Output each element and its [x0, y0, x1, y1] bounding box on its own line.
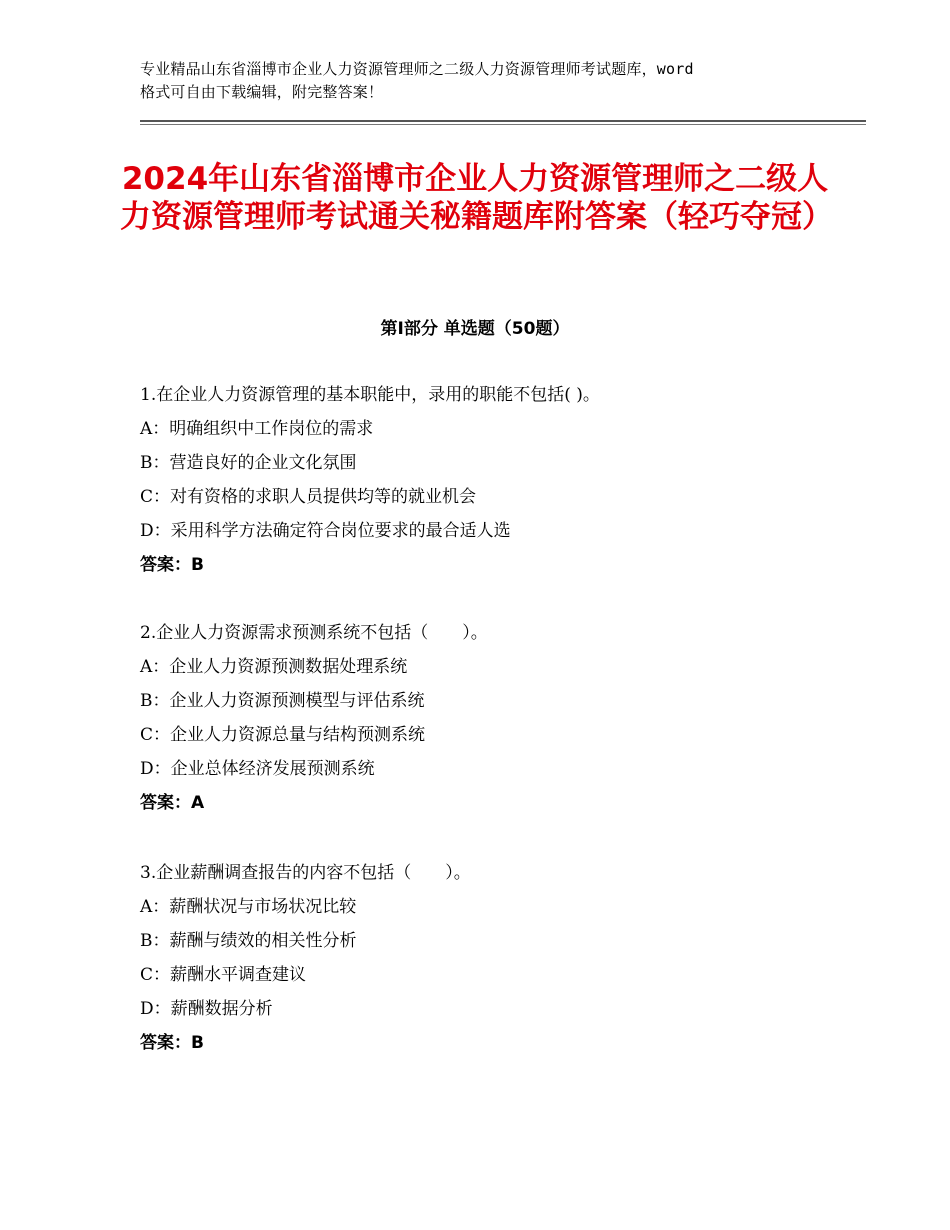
- option-d: D：采用科学方法确定符合岗位要求的最合适人选: [140, 521, 511, 541]
- question-stem: 3.企业薪酬调查报告的内容不包括（ ）。: [140, 863, 471, 883]
- question-2: [140, 622, 840, 826]
- question-stem: 2.企业人力资源需求预测系统不包括（ ）。: [140, 623, 488, 643]
- question-1: [140, 384, 840, 588]
- answer: 答案：A: [140, 793, 205, 813]
- header-note: [140, 58, 830, 104]
- answer: 答案：B: [140, 555, 204, 575]
- option-c: C：薪酬水平调查建议: [140, 965, 307, 985]
- option-c: C：对有资格的求职人员提供均等的就业机会: [140, 487, 477, 507]
- option-c: C：企业人力资源总量与结构预测系统: [140, 725, 426, 745]
- header-divider-thin: [140, 124, 866, 125]
- document-title: 2024年山东省淄博市企业人力资源管理师之二级人力资源管理师考试通关秘籍题库附答案（轻巧夺冠）: [120, 161, 833, 235]
- section-title: 第Ⅰ部分 单选题（50题）: [380, 319, 570, 339]
- question-stem: 1.在企业人力资源管理的基本职能中，录用的职能不包括( )。: [140, 385, 600, 405]
- header-note-line-1: 专业精品山东省淄博市企业人力资源管理师之二级人力资源管理师考试题库，word: [140, 60, 694, 78]
- header-divider-thick: [140, 120, 866, 122]
- option-a: A：薪酬状况与市场状况比较: [140, 897, 357, 917]
- option-a: A：企业人力资源预测数据处理系统: [140, 657, 408, 677]
- answer: 答案：B: [140, 1033, 204, 1053]
- question-3: [140, 862, 840, 1066]
- option-b: B：企业人力资源预测模型与评估系统: [140, 691, 425, 711]
- option-d: D：薪酬数据分析: [140, 999, 273, 1019]
- option-b: B：营造良好的企业文化氛围: [140, 453, 357, 473]
- option-b: B：薪酬与绩效的相关性分析: [140, 931, 357, 951]
- option-d: D：企业总体经济发展预测系统: [140, 759, 375, 779]
- header-note-line-2: 格式可自由下载编辑，附完整答案！: [140, 83, 384, 101]
- option-a: A：明确组织中工作岗位的需求: [140, 419, 374, 439]
